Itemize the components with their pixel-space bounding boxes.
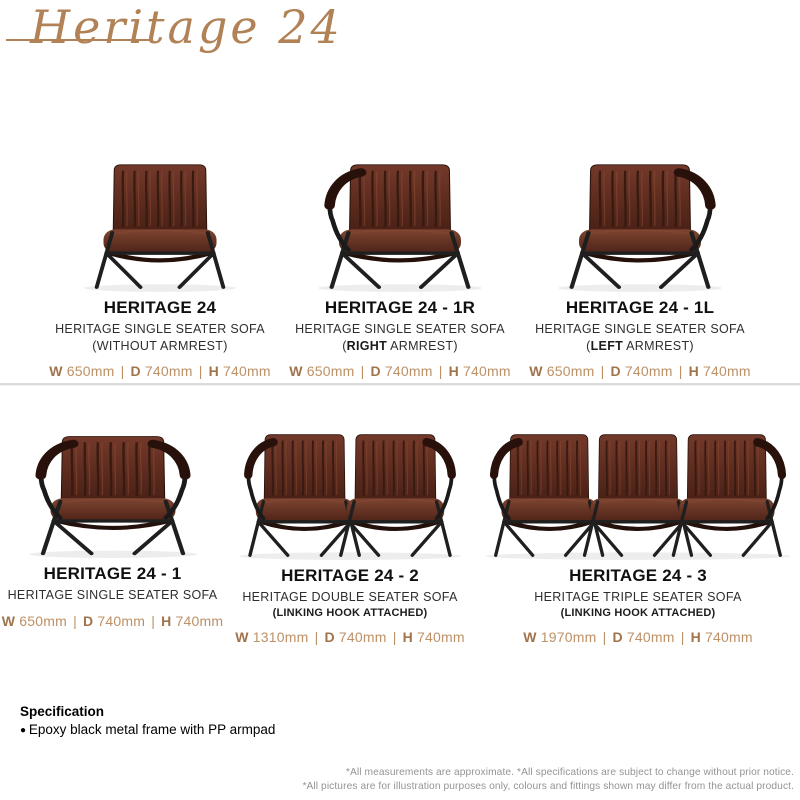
product-description: HERITAGE SINGLE SEATER SOFA [295, 322, 505, 336]
section-divider [0, 383, 800, 386]
product-card-heritage-24 [40, 158, 280, 379]
disclaimer-line-1: *All measurements are approximate. *All specifications are subject to change without prior notice. [345, 767, 794, 778]
sofa-image-right-armrest [280, 158, 520, 294]
product-card-heritage-24-1r [280, 158, 520, 379]
product-dimensions: W 650mm | D 740mm | H 740mm [529, 363, 751, 380]
product-note: (LEFT ARMREST) [586, 338, 694, 353]
disclaimer-line-2: *All pictures are for illustration purposes only, colours and fittings shown may differ from the actual product. [302, 781, 794, 793]
product-title: HERITAGE 24 - 1R [324, 298, 476, 317]
product-card-heritage-24-1l [520, 158, 760, 379]
sofa-image-left-armrest [520, 158, 760, 294]
product-title: HERITAGE 24 - 1 [43, 564, 182, 583]
specification-item: ● Epoxy black metal frame with PP armpad [20, 722, 275, 737]
product-note-small: (LINKING HOOK ATTACHED) [272, 606, 428, 619]
product-description: HERITAGE SINGLE SEATER SOFA [7, 588, 218, 602]
specification-heading: Specification [20, 704, 105, 719]
product-note-small: (LINKING HOOK ATTACHED) [560, 606, 716, 619]
sofa-image-single-both-armrests [0, 430, 225, 560]
product-title: HERITAGE 24 [103, 298, 217, 317]
sofa-image-double-seater [232, 428, 468, 562]
product-dimensions: W 650mm | D 740mm | H 740mm [1, 612, 224, 629]
brand-logo-text: Heritage 24 [30, 0, 343, 54]
specification-section [20, 704, 275, 737]
product-description: HERITAGE TRIPLE SEATER SOFA [534, 590, 742, 604]
product-card-heritage-24-1 [0, 430, 225, 629]
product-description: HERITAGE DOUBLE SEATER SOFA [242, 590, 458, 604]
product-title: HERITAGE 24 - 3 [569, 566, 707, 585]
product-card-heritage-24-3 [478, 428, 798, 645]
sofa-image-triple-seater [478, 428, 798, 562]
sofa-image-no-armrest [40, 158, 280, 294]
product-card-heritage-24-2 [232, 428, 468, 645]
product-dimensions: W 1310mm | D 740mm | H 740mm [235, 629, 465, 646]
product-dimensions: W 650mm | D 740mm | H 740mm [289, 363, 511, 380]
product-description: HERITAGE SINGLE SEATER SOFA [55, 322, 265, 336]
product-title: HERITAGE 24 - 1L [565, 298, 715, 317]
product-dimensions: W 1970mm | D 740mm | H 740mm [523, 629, 753, 646]
product-dimensions: W 650mm | D 740mm | H 740mm [49, 363, 271, 380]
disclaimer-text [302, 766, 794, 795]
product-note: (RIGHT ARMREST) [342, 338, 458, 353]
product-title: HERITAGE 24 - 2 [281, 566, 419, 585]
product-description: HERITAGE SINGLE SEATER SOFA [535, 322, 745, 336]
product-note: (WITHOUT ARMREST) [92, 338, 228, 353]
